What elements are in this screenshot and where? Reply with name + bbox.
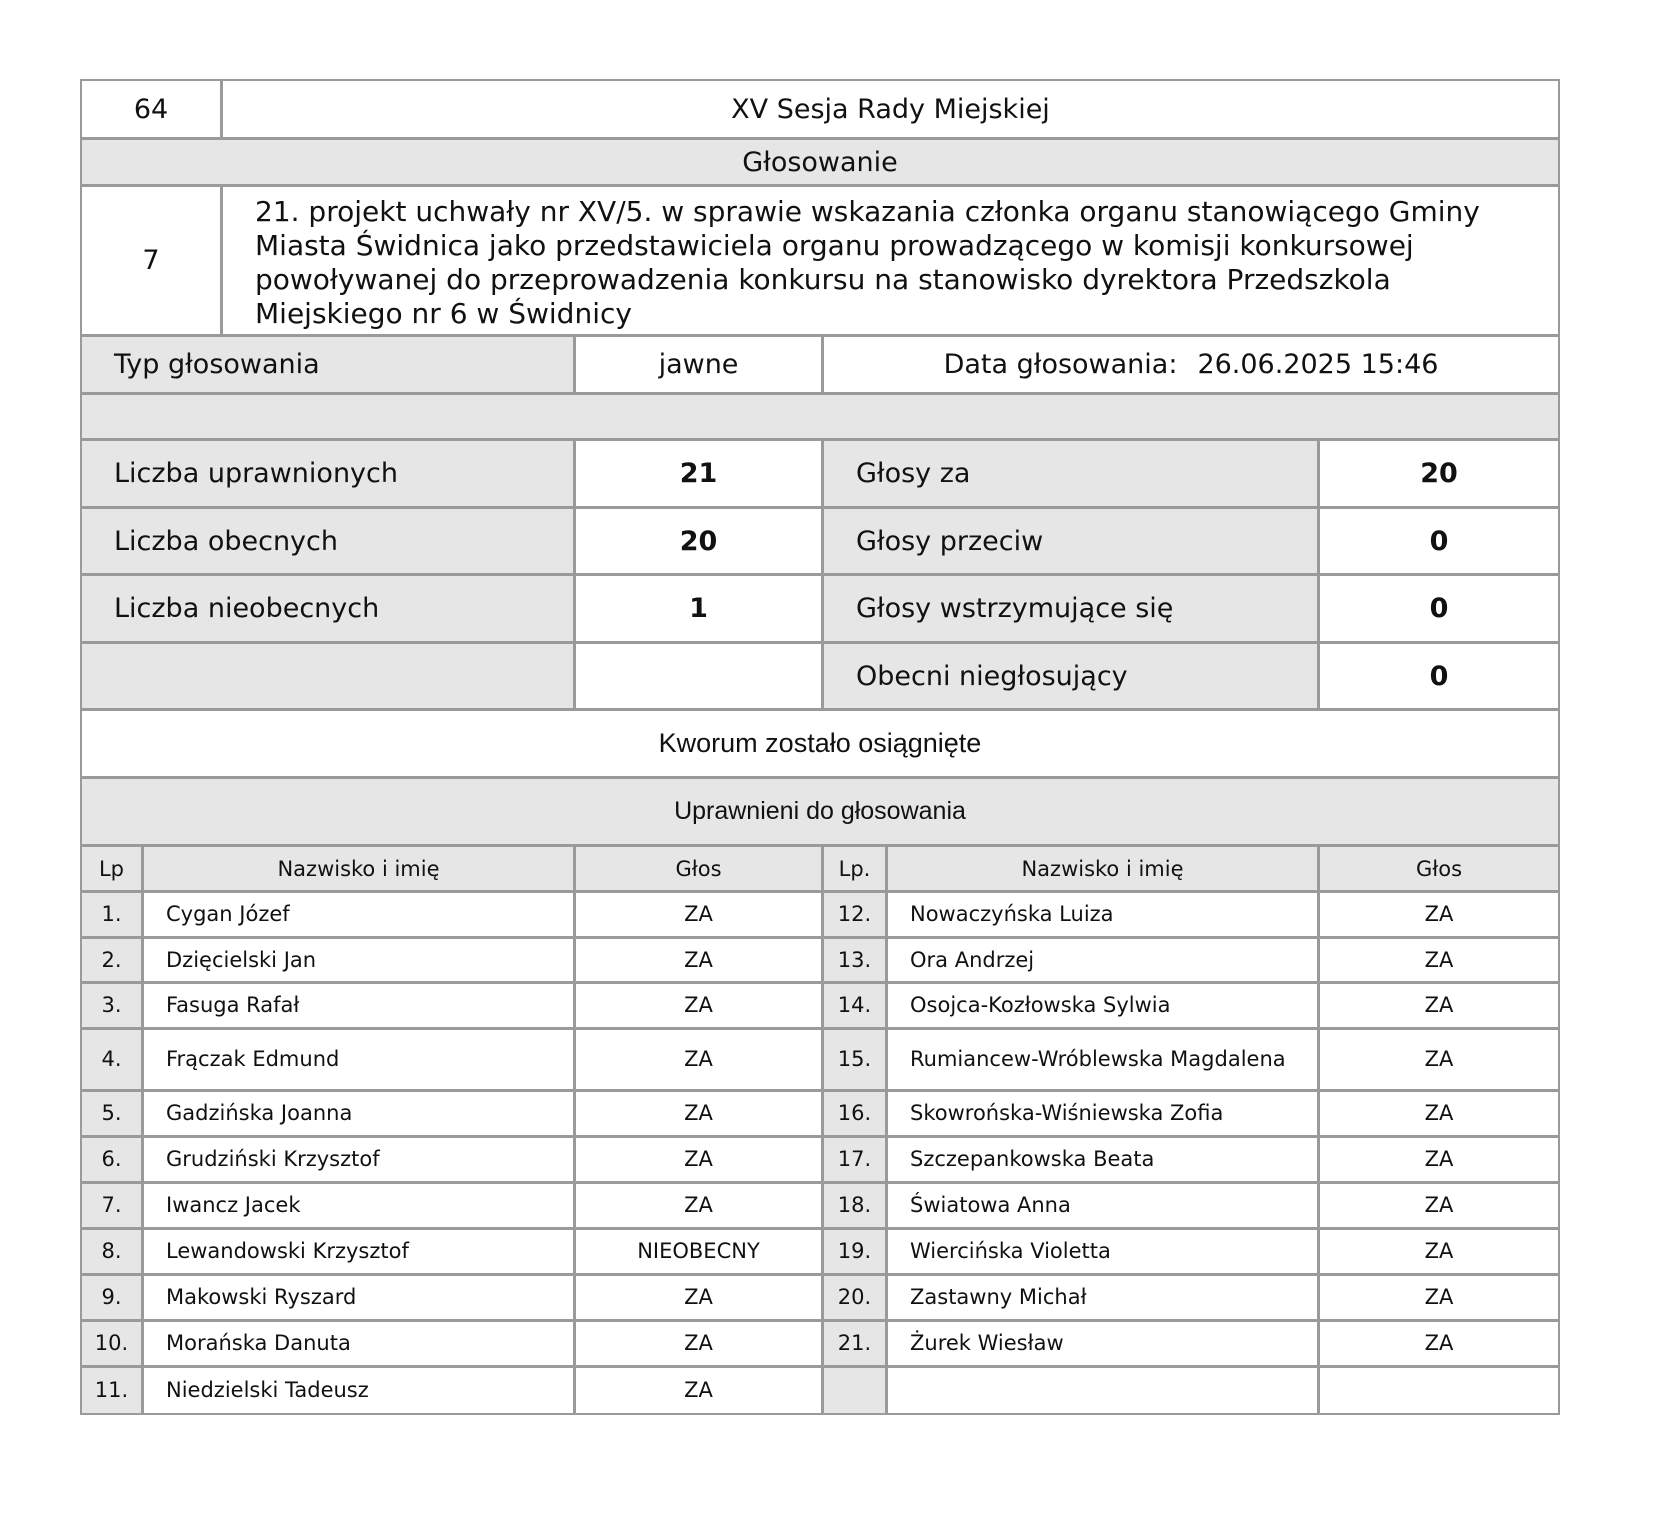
member-vote-text: ZA (1424, 1239, 1454, 1263)
member-name (888, 1030, 1320, 1089)
table-row (82, 1230, 1558, 1276)
member-lp (82, 984, 144, 1027)
member-lp (82, 1138, 144, 1181)
member-vote (1320, 984, 1558, 1027)
member-lp (824, 1276, 888, 1319)
absent-value: 1 (576, 576, 824, 641)
table-row (82, 1368, 1558, 1413)
member-lp-text: 14. (837, 993, 872, 1017)
member-vote-text: ZA (684, 1331, 713, 1355)
list-title: Uprawnieni do głosowania (674, 797, 966, 825)
member-lp-text: 20. (837, 1285, 872, 1309)
member-name (888, 1184, 1320, 1227)
vote-date-cell (824, 337, 1558, 392)
member-vote (1320, 1230, 1558, 1273)
vote-date-label: Data głosowania: (943, 349, 1178, 380)
member-lp-text: 1. (101, 902, 122, 926)
member-name-text: Żurek Wiesław (910, 1331, 1064, 1355)
member-vote-text: ZA (1424, 1285, 1454, 1309)
member-name-text: Zastawny Michał (910, 1285, 1087, 1309)
member-vote-text: ZA (1424, 1331, 1454, 1355)
member-name (888, 1138, 1320, 1181)
votes-abstain-label: Głosy wstrzymujące się (824, 576, 1320, 641)
member-list (82, 893, 1558, 1413)
member-lp (82, 1322, 144, 1365)
votes-for-value: 20 (1420, 458, 1458, 489)
item-description-cell (223, 187, 1558, 334)
member-lp-text: 17. (837, 1147, 872, 1171)
member-vote-text: ZA (1424, 947, 1454, 972)
quorum-status: Kworum zostało osiągnięte (658, 728, 982, 758)
member-vote-text: NIEOBECNY (637, 1239, 760, 1263)
member-vote-text: ZA (1424, 1047, 1454, 1071)
member-name-text: Fasuga Rafał (166, 993, 300, 1017)
table-row (82, 1092, 1558, 1138)
member-lp-text: 6. (101, 1147, 122, 1171)
votes-against-value: 0 (1429, 525, 1449, 557)
member-name (144, 939, 576, 981)
member-lp (824, 1184, 888, 1227)
member-lp (82, 1030, 144, 1089)
member-vote-text: ZA (684, 1378, 713, 1402)
member-name (144, 1092, 576, 1135)
eligible-label: Liczba uprawnionych (82, 441, 576, 506)
member-vote-text: ZA (684, 947, 713, 972)
stats-row-1 (82, 441, 1558, 509)
member-name (144, 1138, 576, 1181)
member-name-text: Iwancz Jacek (166, 1193, 301, 1217)
voting-report-table (80, 79, 1560, 1415)
member-lp-text: 5. (101, 1101, 122, 1125)
present-label: Liczba obecnych (82, 509, 576, 573)
member-lp-text: 19. (837, 1239, 872, 1263)
member-lp (824, 1322, 888, 1365)
spacer-cell (82, 395, 1558, 438)
section-title-row (82, 140, 1558, 187)
member-name-text: Światowa Anna (910, 1193, 1071, 1217)
eligible-value: 21 (576, 441, 824, 506)
member-vote (1320, 1368, 1558, 1413)
item-row (82, 187, 1558, 337)
member-name-text: Makowski Ryszard (166, 1285, 357, 1309)
member-vote-text: ZA (684, 1193, 713, 1217)
section-title: Głosowanie (742, 146, 898, 178)
member-lp (824, 1030, 888, 1089)
member-name-text: Niedzielski Tadeusz (166, 1378, 369, 1402)
member-name-text: Wiercińska Violetta (910, 1239, 1111, 1263)
vote-date-value: 26.06.2025 15:46 (1197, 349, 1439, 380)
member-lp (82, 1276, 144, 1319)
empty-stat-value (576, 644, 824, 708)
member-lp (824, 1138, 888, 1181)
member-name (144, 1368, 576, 1413)
member-lp (82, 1230, 144, 1273)
member-vote (576, 1276, 824, 1319)
member-name-text: Osojca-Kozłowska Sylwia (910, 993, 1171, 1017)
session-number: 64 (82, 81, 223, 137)
member-name-text: Szczepankowska Beata (910, 1147, 1155, 1171)
member-name-text: Frączak Edmund (166, 1047, 340, 1071)
member-name-text: Cygan Józef (166, 902, 290, 926)
member-lp (824, 939, 888, 981)
table-row (82, 1322, 1558, 1368)
member-name (144, 1276, 576, 1319)
vote-type-row (82, 337, 1558, 395)
member-vote (1320, 1322, 1558, 1365)
member-lp (82, 1092, 144, 1135)
member-lp-text: 12. (837, 902, 872, 926)
member-vote-text: ZA (1424, 993, 1454, 1017)
member-vote-text: ZA (684, 1285, 713, 1309)
vote-type-label: Typ głosowania (82, 337, 576, 392)
member-lp-text: 11. (94, 1378, 129, 1402)
member-lp-text: 15. (837, 1047, 872, 1071)
votes-against-label: Głosy przeciw (824, 509, 1320, 573)
member-lp-text: 16. (837, 1101, 872, 1125)
member-lp-text: 3. (101, 993, 122, 1017)
member-vote-text: ZA (1424, 1147, 1454, 1171)
member-lp-text: 9. (101, 1285, 122, 1309)
member-vote (1320, 1276, 1558, 1319)
member-lp-text: 7. (101, 1193, 122, 1217)
member-lp (82, 893, 144, 936)
col-name-left: Nazwisko i imię (144, 847, 576, 890)
member-name (888, 1092, 1320, 1135)
member-lp-text: 18. (837, 1193, 872, 1217)
col-name-right: Nazwisko i imię (888, 847, 1320, 890)
col-lp-right: Lp. (824, 847, 888, 890)
member-name-text: Gadzińska Joanna (166, 1101, 353, 1125)
member-vote (576, 939, 824, 981)
session-header-row (82, 81, 1558, 140)
member-name (144, 1230, 576, 1273)
empty-stat-label (82, 644, 576, 708)
col-lp-left: Lp (82, 847, 144, 890)
member-lp (824, 1230, 888, 1273)
member-name-text: Grudziński Krzysztof (166, 1147, 380, 1171)
absent-label: Liczba nieobecnych (82, 576, 576, 641)
member-lp (824, 1092, 888, 1135)
member-vote (1320, 1184, 1558, 1227)
present-value: 20 (576, 509, 824, 573)
quorum-row (82, 711, 1558, 779)
table-row (82, 1184, 1558, 1230)
member-vote (576, 1230, 824, 1273)
member-vote (576, 1092, 824, 1135)
votes-for-label: Głosy za (824, 441, 1320, 506)
member-lp (824, 984, 888, 1027)
member-lp (82, 1368, 144, 1413)
table-row (82, 1030, 1558, 1092)
member-name (888, 1276, 1320, 1319)
member-name-text: Rumiancew-Wróblewska Magdalena (910, 1047, 1286, 1071)
table-row (82, 1138, 1558, 1184)
stats-row-4 (82, 644, 1558, 711)
table-row (82, 984, 1558, 1030)
member-lp-text: 2. (101, 947, 122, 972)
member-vote (576, 1184, 824, 1227)
member-name (888, 893, 1320, 936)
member-vote (1320, 1030, 1558, 1089)
member-vote (576, 1138, 824, 1181)
member-name-text: Nowaczyńska Luiza (910, 902, 1114, 926)
member-name-text: Skowrońska-Wiśniewska Zofia (910, 1101, 1224, 1125)
member-vote (576, 1368, 824, 1413)
member-name (144, 893, 576, 936)
table-row (82, 939, 1558, 984)
member-name (144, 1184, 576, 1227)
member-vote (1320, 1092, 1558, 1135)
stats-row-3 (82, 576, 1558, 644)
member-name (888, 939, 1320, 981)
member-name (144, 984, 576, 1027)
member-vote-text: ZA (684, 993, 713, 1017)
spacer-row (82, 395, 1558, 441)
member-vote-text: ZA (1424, 1193, 1454, 1217)
member-name (888, 1322, 1320, 1365)
member-name (144, 1030, 576, 1089)
session-title: XV Sesja Rady Miejskiej (731, 93, 1050, 125)
member-vote-text: ZA (1424, 1101, 1454, 1125)
table-row (82, 893, 1558, 939)
list-title-row (82, 779, 1558, 847)
member-lp-text: 4. (101, 1047, 122, 1071)
item-description: 21. projekt uchwały nr XV/5. w sprawie wskazania członka organu stanowiącego Gminy Miasta Świdnica jako przedstawiciela organu prowadzącego w komisji konkursowej powoływanej do przeprowadzenia konkursu na stanowisko dyrektora Przedszkola Miejskiego nr 6 w Świdnicy (255, 195, 1480, 330)
member-vote (576, 984, 824, 1027)
not-voting-value: 0 (1429, 660, 1449, 692)
member-lp-text: 10. (94, 1331, 129, 1355)
list-header-row (82, 847, 1558, 893)
member-vote (1320, 893, 1558, 936)
table-row (82, 1276, 1558, 1322)
member-vote-text: ZA (684, 902, 713, 926)
member-vote-text: ZA (1424, 902, 1454, 926)
member-name-text: Lewandowski Krzysztof (166, 1239, 409, 1263)
vote-type-value: jawne (576, 337, 824, 392)
member-vote-text: ZA (684, 1147, 713, 1171)
member-vote (1320, 939, 1558, 981)
member-lp-text: 21. (837, 1331, 872, 1355)
col-vote-right: Głos (1415, 856, 1463, 881)
member-vote (576, 1030, 824, 1089)
member-name (888, 984, 1320, 1027)
member-name (888, 1230, 1320, 1273)
stats-row-2 (82, 509, 1558, 576)
not-voting-label: Obecni niegłosujący (824, 644, 1320, 708)
col-vote-left: Głos (576, 847, 824, 890)
member-lp (824, 893, 888, 936)
member-name-text: Dzięcielski Jan (166, 947, 317, 972)
member-name (144, 1322, 576, 1365)
member-lp-text: 13. (837, 947, 872, 972)
member-lp (82, 1184, 144, 1227)
member-lp (824, 1368, 888, 1413)
member-vote (1320, 1138, 1558, 1181)
member-name-text: Ora Andrzej (910, 947, 1035, 972)
member-name-text: Morańska Danuta (166, 1331, 351, 1355)
member-vote-text: ZA (684, 1101, 713, 1125)
member-vote (576, 1322, 824, 1365)
member-lp-text: 8. (101, 1239, 122, 1263)
votes-abstain-value: 0 (1429, 593, 1449, 624)
member-vote (576, 893, 824, 936)
member-lp (82, 939, 144, 981)
item-number: 7 (82, 187, 223, 334)
member-vote-text: ZA (684, 1047, 713, 1071)
member-name (888, 1368, 1320, 1413)
